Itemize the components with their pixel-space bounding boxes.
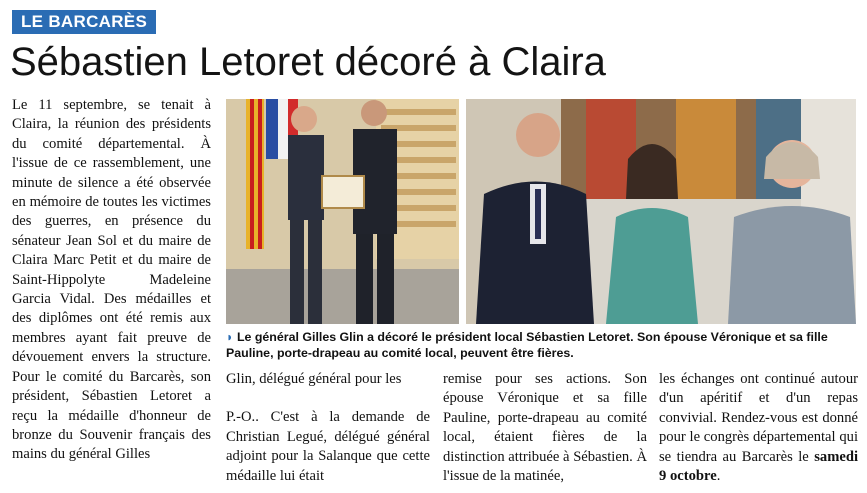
article-column-3	[443, 370, 647, 486]
article-text: Glin, délégué général pour les	[226, 371, 402, 387]
article-text: remise pour ses actions. Son épouse Véronique et sa fille Pauline, porte-drapeau au comité local, étaient fières de la distinction attribuée à Sébastien. À l'issue de la matinée,	[443, 371, 647, 485]
photo-family	[466, 99, 856, 324]
article-column-1	[12, 96, 211, 465]
caption-text: Le général Gilles Glin a décoré le président local Sébastien Letoret. Son épouse Véronique et sa fille Pauline, porte-drapeau au comité local, peuvent être fières.	[226, 330, 828, 360]
article-text: P.-O.. C'est à la demande de Christian Legué, délégué général adjoint pour la Salanque que cette médaille lui était	[226, 409, 430, 484]
closing-period: .	[716, 468, 721, 485]
photo-caption	[226, 329, 858, 361]
caption-bullet-icon: ◗	[226, 330, 234, 344]
event-date: samedi 9 octobre	[659, 448, 858, 485]
section-label: LE BARCARÈS	[12, 10, 156, 34]
headline: Sébastien Letoret décoré à Claira	[10, 40, 606, 84]
closing-text: les échanges ont continué autour d'un apéritif et d'un repas convivial. Rendez-vous est donné pour le congrès départemental qui se tiendra au Barcarès le	[659, 371, 858, 465]
photo-medal-ceremony	[226, 99, 459, 324]
family-illustration	[466, 99, 856, 324]
ceremony-illustration	[226, 99, 459, 324]
article-text: Le 11 septembre, se tenait à Claira, la réunion des présidents du comité départemental. À l'issue de ce rassemblement, une minute de silence a été observée en mémoire de toutes les victimes des guerres, en présence du sénateur Jean Sol et du maire de Claira Marc Petit et du maire de Saint-Hippolyte Madeleine Garcia Vidal. Des médailles et des diplômes ont été remis aux membres ayant fait preuve de dévouement envers la structure. Pour le comité du Barcarès, son président, Sébastien Letoret a reçu la médaille d'honneur de bronze du Souvenir français des mains du général Gilles	[12, 97, 211, 463]
article-text	[659, 370, 858, 486]
article-column-2	[226, 370, 430, 486]
article-column-4	[659, 370, 858, 486]
